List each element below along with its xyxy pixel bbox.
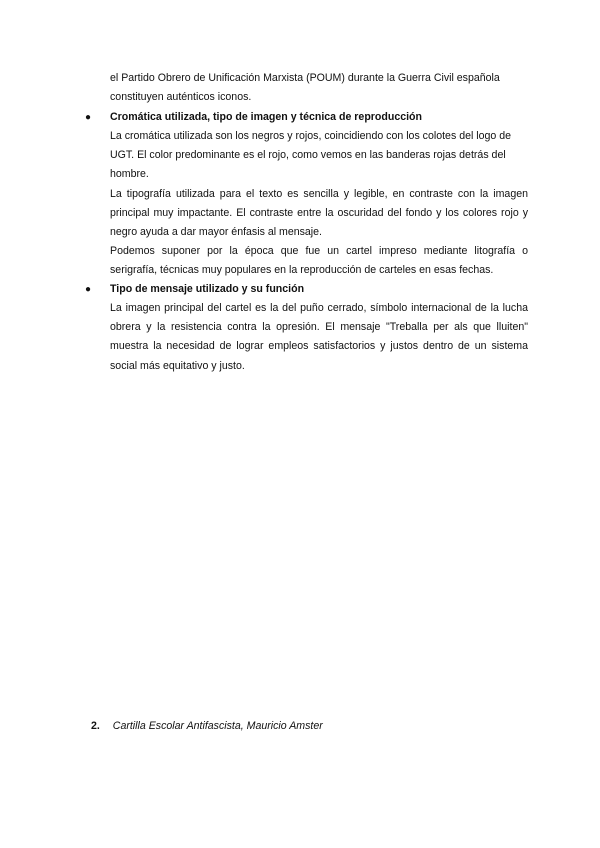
- paragraph: La imagen principal del cartel es la del puño cerrado, símbolo internacional de la lucha obrera y la resistencia contra la opresión. El mensaje "Treballa per als que lluiten" muestra la necesidad de lograr empleos satisfactorios y justos dentro de un sistema social más equitativo y justo.: [110, 302, 528, 372]
- bullet-icon: ●: [85, 112, 92, 123]
- section1-body: [110, 127, 528, 281]
- footnote-text: Cartilla Escolar Antifascista, Mauricio Amster: [112, 720, 323, 732]
- paragraph: La tipografía utilizada para el texto es sencilla y legible, en contraste con la imagen principal muy impactante. El contraste entre la oscuridad del fondo y los colores rojo y negro ayuda a dar mayor énfasis al mensaje.: [110, 187, 528, 239]
- section-heading-text: Tipo de mensaje utilizado y su función: [110, 283, 305, 295]
- paragraph: La cromática utilizada son los negros y rojos, coincidiendo con los colotes del logo de UGT. El color predominante es el rojo, como vemos en las banderas rojas detrás del hombre.: [110, 130, 512, 181]
- section-heading-text: Cromática utilizada, tipo de imagen y técnica de reproducción: [110, 111, 422, 123]
- bullet-icon: ●: [85, 284, 92, 295]
- footnote: [91, 720, 323, 732]
- intro-line: el Partido Obrero de Unificación Marxista (POUM) durante la Guerra Civil española: [110, 72, 500, 84]
- intro-text: [110, 69, 528, 107]
- paragraph: Podemos suponer por la época que fue un cartel impreso mediante litografía o serigrafía, técnicas muy populares en la reproducción de carteles en esas fechas.: [110, 245, 528, 277]
- section2-body: [110, 299, 528, 376]
- footnote-number: 2.: [91, 720, 100, 732]
- intro-line: constituyen auténticos iconos.: [110, 91, 252, 104]
